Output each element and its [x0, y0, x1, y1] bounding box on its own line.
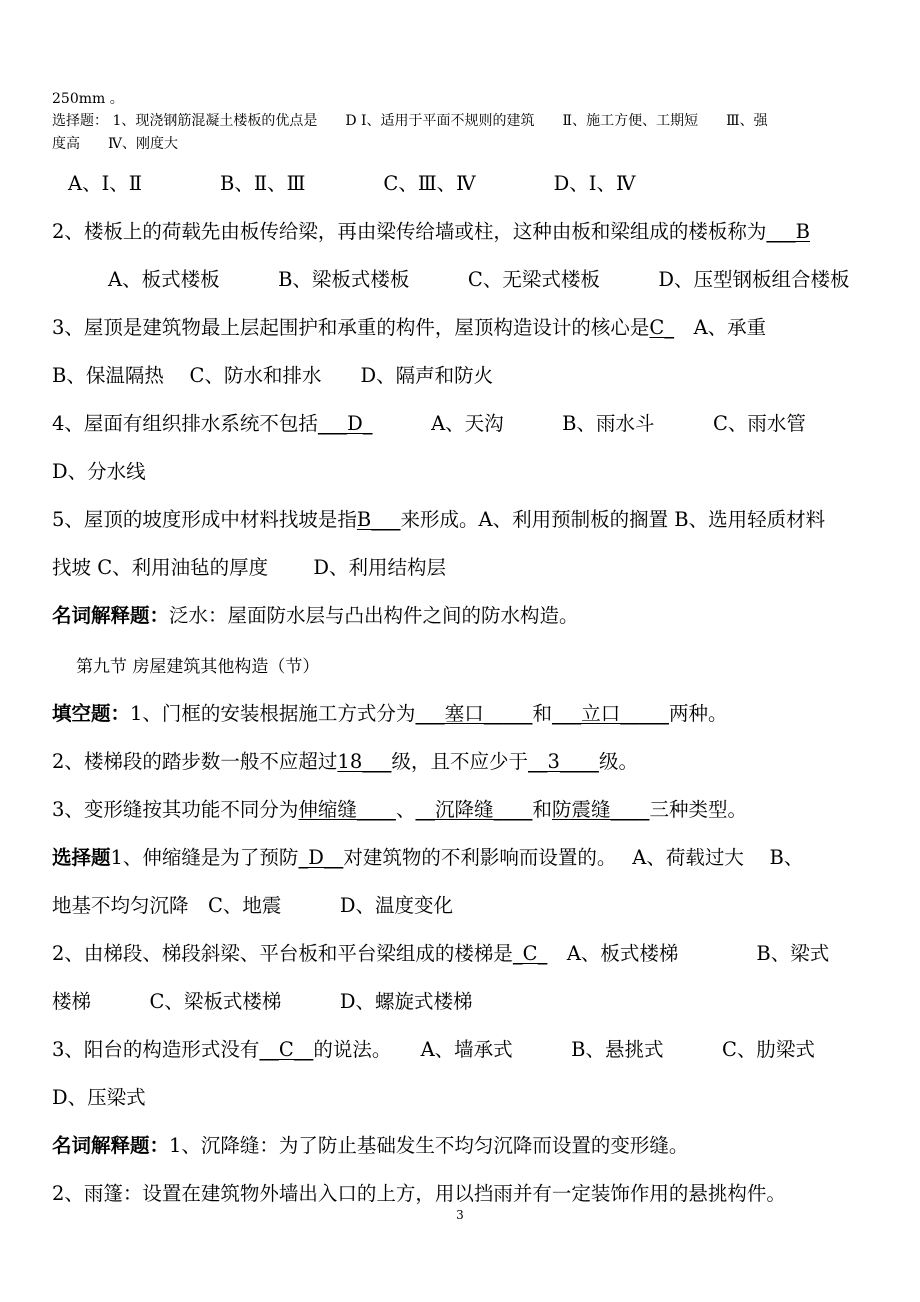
answer-blank: B___: [356, 508, 401, 531]
text-line: [52, 88, 124, 108]
question-line: [52, 1034, 815, 1062]
text-run: 级。: [598, 750, 638, 773]
option-line: [52, 986, 473, 1014]
page-number: 3: [456, 1208, 464, 1222]
question-line: [52, 216, 810, 244]
text-run: 2、楼梯段的踏步数一般不应超过: [52, 750, 338, 773]
question-line: [52, 938, 829, 966]
text-run: 2、楼板上的荷载先由板传给梁，再由梁传给墙或柱，这种由板和梁组成的楼板称为: [52, 220, 767, 243]
section-label: 名词解释题：: [52, 1134, 170, 1157]
question-line: [52, 698, 728, 726]
text-run: 3、屋顶是建筑物最上层起围护和承重的构件，屋顶构造设计的核心是: [52, 316, 650, 339]
option-line: [52, 552, 446, 580]
text-run: 1、门框的安装根据施工方式分为: [130, 702, 416, 725]
text-run: 4、屋面有组织排水系统不包括: [52, 412, 318, 435]
option-line: [52, 456, 146, 484]
section-label: 选择题: [52, 846, 111, 869]
answer-blank: 18___: [337, 750, 392, 773]
question-line: [52, 842, 803, 870]
question-line: [52, 408, 806, 436]
section-label: 填空题：: [52, 702, 131, 725]
text-run: 5、屋顶的坡度形成中材料找坡是指: [52, 508, 357, 531]
answer-blank: _C_: [512, 942, 548, 965]
option-line: [52, 360, 493, 388]
text-run: 3、变形缝按其功能不同分为: [52, 798, 299, 821]
text-run: 和: [532, 798, 552, 821]
definition-line: [52, 1178, 786, 1206]
text-line: [52, 110, 768, 130]
text-run: 对建筑物的不利影响而设置的。 A、荷载过大 B、: [343, 846, 804, 869]
section-label: 名词解释题：: [52, 604, 170, 627]
answer-blank: 防震缝____: [551, 798, 650, 821]
answer-blank: ___塞口_____: [415, 702, 533, 725]
text-run: A、板式楼梯 B、梁式: [547, 942, 830, 965]
text-run: 3、阳台的构造形式没有: [52, 1038, 260, 1061]
text-run: 、: [395, 798, 416, 821]
question-line: [52, 504, 825, 532]
answer-blank: __沉降缝____: [415, 798, 533, 821]
text-run: 第九节 房屋建筑其他构造（节）: [76, 657, 320, 677]
answer-blank: ___B: [766, 220, 811, 243]
text-run: 的说法。 A、墙承式 B、悬挑式 C、肋梁式: [313, 1038, 815, 1061]
text-line: [52, 133, 178, 153]
text-run: 1、沉降缝：为了防止基础发生不均匀沉降而设置的变形缝。: [169, 1134, 689, 1157]
question-line: [52, 746, 638, 774]
text-run: A、板式楼板 B、梁板式楼板 C、无梁式楼板 D、压型钢板组合楼板: [108, 268, 850, 291]
option-line: [68, 168, 635, 196]
text-run: D、压梁式: [52, 1086, 146, 1109]
answer-blank: C_: [649, 316, 675, 339]
answer-blank: ___D_: [317, 412, 373, 435]
text-run: 选择题： 1、现浇钢筋混凝土楼板的优点是 D Ⅰ、适用于平面不规则的建筑 Ⅱ、施工方便、工期短 Ⅲ、强: [52, 113, 768, 129]
text-run: 和: [532, 702, 552, 725]
text-run: A、天沟 B、雨水斗 C、雨水管: [372, 412, 806, 435]
option-line: [52, 1082, 146, 1110]
text-run: 找坡 C、利用油毡的厚度 D、利用结构层: [52, 556, 446, 579]
text-run: 楼梯 C、梁板式楼梯 D、螺旋式楼梯: [52, 990, 473, 1013]
text-run: 泛水：屋面防水层与凸出构件之间的防水构造。: [169, 604, 579, 627]
text-run: B、保温隔热 C、防水和排水 D、隔声和防火: [52, 364, 494, 387]
text-run: D、分水线: [52, 460, 146, 483]
text-run: 来形成。A、利用预制板的搁置 B、选用轻质材料: [400, 508, 826, 531]
text-run: A、承重: [674, 316, 767, 339]
text-run: 250mm 。: [52, 91, 124, 107]
answer-blank: 伸缩缝____: [298, 798, 396, 821]
text-run: 度高 Ⅳ、刚度大: [52, 136, 178, 152]
question-line: [52, 794, 747, 822]
text-run: 2、雨篷：设置在建筑物外墙出入口的上方，用以挡雨并有一定装饰作用的悬挑构件。: [52, 1182, 786, 1205]
question-line: [52, 312, 766, 340]
answer-blank: __C__: [259, 1038, 314, 1061]
text-run: 三种类型。: [649, 798, 748, 821]
text-run: 2、由梯段、梯段斜梁、平台板和平台梁组成的楼梯是: [52, 942, 513, 965]
text-run: A、Ⅰ、Ⅱ B、Ⅱ、Ⅲ C、Ⅲ、Ⅳ D、Ⅰ、Ⅳ: [68, 172, 636, 195]
definition-line: [52, 1130, 688, 1158]
answer-blank: ___立口_____: [551, 702, 669, 725]
answer-blank: _D__: [298, 846, 344, 869]
text-run: 地基不均匀沉降 C、地震 D、温度变化: [52, 894, 454, 917]
option-line: [108, 264, 849, 292]
definition-line: [52, 600, 579, 628]
answer-blank: __3____: [528, 750, 599, 773]
text-run: 两种。: [668, 702, 728, 725]
section-heading: [76, 652, 319, 677]
text-run: 1、伸缩缝是为了预防: [110, 846, 299, 869]
option-line: [52, 890, 453, 918]
text-run: 级，且不应少于: [391, 750, 529, 773]
